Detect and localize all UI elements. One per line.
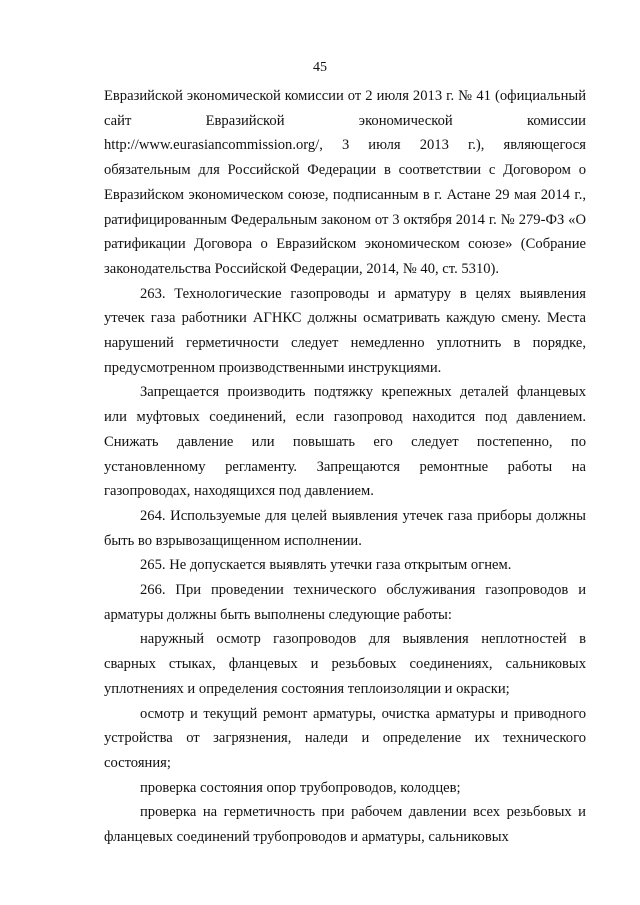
list-item-tightness-check: проверка на герметичность при рабочем давлении всех резьбовых и фланцевых соединений трубопроводов и арматуры, сальниковых: [104, 804, 586, 846]
paragraph-266: 266. При проведении технического обслуживания газопроводов и арматуры должны быть выполнены следующие работы:: [104, 582, 586, 623]
paragraph-prohibition: Запрещается производить подтяжку крепежных деталей фланцевых или муфтовых соединений, если газопровод находится под давлением. Снижать давление или повышать его следует постепенно, по установленному регламенту. Запрещаются ремонтные работы на газопроводах, находящихся под давлением.: [104, 384, 586, 500]
paragraph-264: 264. Используемые для целей выявления утечек газа приборы должны быть во взрывозащищенном исполнении.: [104, 507, 586, 549]
document-body: [104, 84, 586, 850]
paragraph-263: 263. Технологические газопроводы и арматуру в целях выявления утечек газа работники АГНКС должны осматривать каждую смену. Места нарушений герметичности следует немедленно уплотнить в порядке, предусмотренном производственными инструкциями.: [104, 285, 586, 376]
paragraph-continuation: Евразийской экономической комиссии от 2 июля 2013 г. № 41 (официальный сайт Евразийской экономической комиссии http://www.eurasiancommission.org/, 3 июля 2013 г.), являющегося обязательным для Российской Федерации в соответствии с Договором о Евразийском экономическом союзе, подписанным в г. Астане 29 мая 2014 г., ратифицированным Федеральным законом от 3 октября 2014 г. № 279-ФЗ «О ратификации Договора о Евразийском экономическом союзе» (Собрание законодательства Российской Федерации, 2014, № 40, ст. 5310).: [104, 88, 586, 277]
list-item-valve-maintenance: осмотр и текущий ремонт арматуры, очистка арматуры и приводного устройства от загрязнения, наледи и определение их технического состояния;: [104, 705, 586, 771]
paragraph-265: 265. Не допускается выявлять утечки газа открытым огнем.: [140, 557, 512, 574]
list-item-external-inspection: наружный осмотр газопроводов для выявления неплотностей в сварных стыках, фланцевых и резьбовых соединениях, сальниковых уплотнениях и определения состояния теплоизоляции и окраски;: [104, 631, 586, 697]
page-number: 45: [313, 60, 327, 75]
list-item-supports-check: проверка состояния опор трубопроводов, колодцев;: [140, 779, 461, 796]
